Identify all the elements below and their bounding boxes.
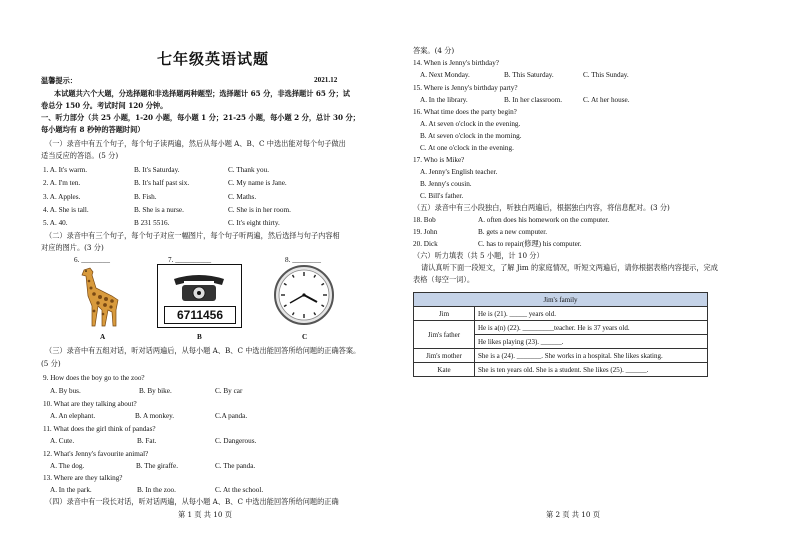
- q5-b: B 231 5516.: [134, 219, 170, 227]
- q11: 11. What does the girl think of pandas?: [43, 425, 156, 433]
- notice-line-1: 本试题共六个大题，分选择题和非选择题两种题型；选择题计 65 分，非选择题计 65 分；试: [54, 89, 350, 98]
- page-1-footer: 第 1 页 共 10 页: [178, 510, 232, 519]
- q16: 16. What time does the party begin?: [413, 108, 517, 116]
- pic-letter-b: B: [197, 333, 202, 341]
- q9-b: B. By bike.: [139, 387, 172, 395]
- q9: 9. How does the boy go to the zoo?: [43, 374, 145, 382]
- part-6-description: 请认真听下面一段短文，了解 Jim 的家庭情况，听短文两遍后，请你根据表格内容提示，完成: [421, 263, 718, 272]
- q3-c: C. Maths.: [228, 193, 257, 201]
- table-caption-row: [414, 293, 708, 307]
- q2-b: B. It's half past six.: [134, 179, 190, 187]
- q10-c: C.A panda.: [215, 412, 248, 420]
- q12: 12. What's Jenny's favourite animal?: [43, 450, 149, 458]
- row-label-father: Jim's father: [414, 321, 475, 349]
- part-5-instruction: （五）录音中有三小段独白，听独白两遍后，根据独白内容，将信息配对。(3 分): [413, 203, 670, 212]
- pic-8-label: 8. ________: [285, 256, 321, 264]
- part-4-instruction-cont: 答案。(4 分): [413, 46, 455, 55]
- match-18-option: A. often does his homework on the computer.: [478, 216, 610, 224]
- q14: 14. When is Jenny's birthday?: [413, 59, 500, 67]
- match-19-name: 19. John: [413, 228, 438, 236]
- jims-family-table: [413, 292, 708, 377]
- q1-c: C. Thank you.: [228, 166, 269, 174]
- q5-c: C. It's eight thirty.: [228, 219, 280, 227]
- row-value-mother: She is a (24). _______. She works in a hospital. She likes skating.: [475, 349, 708, 363]
- giraffe-image: [70, 266, 126, 328]
- q2-a: 2. A. I'm ten.: [43, 179, 81, 187]
- q4-a: 4. A. She is tall.: [43, 206, 89, 214]
- q2-c: C. My name is Jane.: [228, 179, 287, 187]
- q12-a: A. The dog.: [50, 462, 85, 470]
- match-19-option: B. gets a new computer.: [478, 228, 548, 236]
- q14-c: C. This Sunday.: [583, 71, 629, 79]
- table-row: [414, 349, 708, 363]
- q4-c: C. She is in her room.: [228, 206, 291, 214]
- page-2-footer: 第 2 页 共 10 页: [546, 510, 600, 519]
- q3-a: 3. A. Apples.: [43, 193, 81, 201]
- page-title: 七年级英语试题: [157, 50, 270, 68]
- table-row: [414, 307, 708, 321]
- part-2-instruction: （二）录音中有三个句子，每个句子对应一幅图片，每个句子听两遍，然后选择与句子内容相: [45, 231, 340, 240]
- notice-label: 温馨提示：: [41, 76, 77, 85]
- q13-c: C. At the school.: [215, 486, 264, 494]
- q12-c: C. The panda.: [215, 462, 256, 470]
- row-value-kate: She is ten years old. She is a student. She likes (25). ______.: [475, 363, 708, 377]
- match-20-option: C. has to repair(修理) his computer.: [478, 240, 582, 248]
- exam-date: 2021.12: [314, 76, 338, 84]
- q1-a: 1. A. It's warm.: [43, 166, 88, 174]
- q12-b: B. The giraffe.: [136, 462, 179, 470]
- q17-c: C. Bill's father.: [420, 192, 464, 200]
- part-3-instruction: （三）录音中有五组对话，听对话两遍后，从每小题 A、B、C 中选出能回答所给问题的正确答案。: [45, 346, 361, 355]
- q5-a: 5. A. 40.: [43, 219, 68, 227]
- q10-b: B. A monkey.: [135, 412, 175, 420]
- part-2-instruction-cont: 对应的图片。(3 分): [41, 243, 104, 252]
- q15-a: A. In the library.: [420, 96, 468, 104]
- q15-b: B. In her classroom.: [504, 96, 563, 104]
- row-label-mother: Jim's mother: [414, 349, 475, 363]
- q13-a: A. In the park.: [50, 486, 92, 494]
- q14-b: B. This Saturday.: [504, 71, 554, 79]
- q17-b: B. Jenny's cousin.: [420, 180, 472, 188]
- row-value-father-1: He is a(n) (22). _________teacher. He is 37 years old.: [475, 321, 708, 335]
- q13-b: B. In the zoo.: [137, 486, 176, 494]
- q11-a: A. Cute.: [50, 437, 75, 445]
- pic-6-label: 6. ________: [74, 256, 110, 264]
- pic-7-label: 7. __________: [168, 256, 212, 264]
- match-20-name: 20. Dick: [413, 240, 438, 248]
- q11-c: C. Dangerous.: [215, 437, 257, 445]
- row-value-jim: He is (21). _____ years old.: [475, 307, 708, 321]
- match-18-name: 18. Bob: [413, 216, 436, 224]
- q15: 15. Where is Jenny's birthday party?: [413, 84, 518, 92]
- q16-c: C. At one o'clock in the evening.: [420, 144, 514, 152]
- row-label-jim: Jim: [414, 307, 475, 321]
- table-row: [414, 321, 708, 335]
- row-label-kate: Kate: [414, 363, 475, 377]
- notice-line-2: 卷总分 150 分。考试时间 120 分钟。: [41, 101, 168, 110]
- q3-b: B. Fish.: [134, 193, 157, 201]
- row-value-father-2: He likes playing (23). ______.: [475, 335, 708, 349]
- section-1-heading: 一、听力部分（共 25 小题，1-20 小题，每小题 1 分；21-25 小题，每小题 2 分，总计 30 分；: [41, 113, 360, 122]
- q16-a: A. At seven o'clock in the evening.: [420, 120, 521, 128]
- part-3-instruction-cont: (5 分): [41, 359, 61, 368]
- part-1-instruction-cont: 适当反应的答语。(5 分): [41, 151, 119, 160]
- q16-b: B. At seven o'clock in the morning.: [420, 132, 522, 140]
- pic-letter-c: C: [302, 333, 308, 341]
- q4-b: B. She is a nurse.: [134, 206, 184, 214]
- pic-letter-a: A: [100, 333, 106, 341]
- part-4-instruction: （四）录音中有一段长对话，听对话两遍，从每小题 A、B、C 中选出能回答所给问题的正确: [45, 497, 339, 506]
- q17-a: A. Jenny's English teacher.: [420, 168, 498, 176]
- part-6-instruction: （六）听力填表（共 5 小题，计 10 分）: [413, 251, 544, 260]
- q17: 17. Who is Mike?: [413, 156, 465, 164]
- section-1-heading-cont: 每小题均有 8 秒钟的答题时间）: [41, 125, 145, 134]
- q10: 10. What are they talking about?: [43, 400, 137, 408]
- part-1-instruction: （一）录音中有五个句子，每个句子读两遍，然后从每小题 A、B、C 中选出能对每个句子做出: [45, 139, 346, 148]
- table-caption: Jim's family: [414, 293, 708, 307]
- q10-a: A. An elephant.: [50, 412, 96, 420]
- clock-image: [273, 264, 335, 326]
- q9-a: A. By bus.: [50, 387, 81, 395]
- q14-a: A. Next Monday.: [420, 71, 470, 79]
- q15-c: C. At her house.: [583, 96, 630, 104]
- q1-b: B. It's Saturday.: [134, 166, 180, 174]
- telephone-icon: [170, 273, 228, 303]
- part-6-description-cont: 表格（每空一词）。: [413, 275, 475, 284]
- q13: 13. Where are they talking?: [43, 474, 123, 482]
- phone-number: 6711456: [164, 306, 236, 324]
- table-row: [414, 363, 708, 377]
- q9-c: C. By car: [215, 387, 243, 395]
- q11-b: B. Fat.: [137, 437, 157, 445]
- telephone-card: [157, 264, 242, 328]
